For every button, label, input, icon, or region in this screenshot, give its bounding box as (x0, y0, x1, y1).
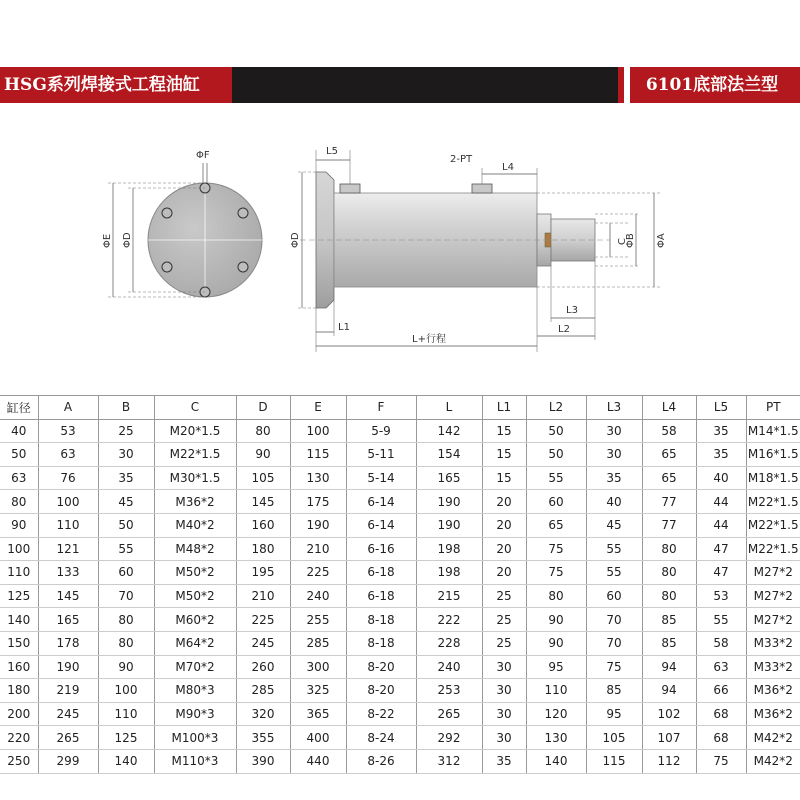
table-cell: 80 (98, 608, 154, 632)
table-cell: 63 (38, 443, 98, 467)
table-cell: 219 (38, 679, 98, 703)
table-cell: 75 (696, 749, 746, 773)
table-cell: 75 (526, 537, 586, 561)
front-view (102, 150, 262, 297)
table-cell: 80 (0, 490, 38, 514)
table-cell: 8-18 (346, 631, 416, 655)
table-cell: 390 (236, 749, 290, 773)
table-cell: M22*1.5 (154, 443, 236, 467)
table-row (0, 443, 800, 467)
table-row (0, 655, 800, 679)
table-row (0, 726, 800, 750)
table-cell: 35 (696, 419, 746, 443)
table-cell: 60 (526, 490, 586, 514)
table-cell: 95 (586, 702, 642, 726)
table-cell: 90 (236, 443, 290, 467)
column-header: PT (746, 396, 800, 420)
column-header: E (290, 396, 346, 420)
table-row (0, 608, 800, 632)
side-view (290, 146, 667, 352)
table-cell: 35 (586, 466, 642, 490)
table-cell: 60 (98, 561, 154, 585)
table-cell: 180 (0, 679, 38, 703)
table-row (0, 631, 800, 655)
table-cell: 85 (642, 608, 696, 632)
column-header: L5 (696, 396, 746, 420)
table-cell: 55 (586, 537, 642, 561)
table-cell: 30 (586, 443, 642, 467)
table-cell: 165 (38, 608, 98, 632)
table-cell: 250 (0, 749, 38, 773)
table-cell: 25 (482, 631, 526, 655)
table-cell: 365 (290, 702, 346, 726)
table-cell: 15 (482, 443, 526, 467)
column-header: A (38, 396, 98, 420)
label-l3: L3 (566, 305, 578, 316)
port-right (472, 184, 492, 193)
table-cell: 55 (98, 537, 154, 561)
table-cell: 154 (416, 443, 482, 467)
table-cell: 65 (642, 443, 696, 467)
table-cell: M50*2 (154, 584, 236, 608)
table-cell: 50 (98, 513, 154, 537)
table-cell: 76 (38, 466, 98, 490)
table-row (0, 537, 800, 561)
table-cell: 110 (38, 513, 98, 537)
port-left (340, 184, 360, 193)
table-cell: 6-14 (346, 490, 416, 514)
table-cell: 70 (586, 631, 642, 655)
table-cell: 25 (482, 608, 526, 632)
table-cell: M80*3 (154, 679, 236, 703)
table-cell: M70*2 (154, 655, 236, 679)
table-cell: 40 (696, 466, 746, 490)
table-cell: 150 (0, 631, 38, 655)
label-l2: L2 (558, 324, 570, 335)
label-l4: L4 (502, 162, 514, 173)
table-cell: 175 (290, 490, 346, 514)
table-cell: 90 (526, 631, 586, 655)
table-cell: 220 (0, 726, 38, 750)
column-header: L4 (642, 396, 696, 420)
table-cell: 20 (482, 537, 526, 561)
table-row (0, 702, 800, 726)
table-cell: 110 (526, 679, 586, 703)
table-cell: 100 (38, 490, 98, 514)
table-cell: 47 (696, 537, 746, 561)
table-cell: 100 (98, 679, 154, 703)
table-cell: 90 (526, 608, 586, 632)
table-cell: 35 (98, 466, 154, 490)
table-cell: 50 (526, 419, 586, 443)
table-cell: 70 (98, 584, 154, 608)
table-cell: 165 (416, 466, 482, 490)
table-cell: 130 (290, 466, 346, 490)
column-header: L3 (586, 396, 642, 420)
table-cell: M30*1.5 (154, 466, 236, 490)
table-cell: 320 (236, 702, 290, 726)
column-header: D (236, 396, 290, 420)
table-cell: 5-11 (346, 443, 416, 467)
table-cell: 55 (696, 608, 746, 632)
table-cell: 58 (642, 419, 696, 443)
table-cell: 66 (696, 679, 746, 703)
table-cell: 35 (482, 749, 526, 773)
table-cell: 20 (482, 490, 526, 514)
table-cell: M27*2 (746, 561, 800, 585)
table-cell: 130 (526, 726, 586, 750)
table-cell: 198 (416, 561, 482, 585)
table-cell: 195 (236, 561, 290, 585)
table-cell: M27*2 (746, 584, 800, 608)
header-banner (0, 67, 800, 103)
table-cell: 5-9 (346, 419, 416, 443)
table-cell: 65 (642, 466, 696, 490)
table-cell: 77 (642, 490, 696, 514)
table-cell: 55 (526, 466, 586, 490)
table-cell: M33*2 (746, 655, 800, 679)
table-cell: M36*2 (746, 702, 800, 726)
table-cell: 30 (482, 655, 526, 679)
table-cell: 145 (38, 584, 98, 608)
table-cell: 121 (38, 537, 98, 561)
table-cell: 45 (586, 513, 642, 537)
table-cell: 60 (586, 584, 642, 608)
banner-divider (232, 67, 624, 103)
table-cell: 8-22 (346, 702, 416, 726)
table-cell: 190 (38, 655, 98, 679)
table-cell: 240 (416, 655, 482, 679)
table-cell: 80 (526, 584, 586, 608)
table-cell: M100*3 (154, 726, 236, 750)
table-cell: 50 (526, 443, 586, 467)
label-l5: L5 (326, 146, 338, 157)
table-row (0, 466, 800, 490)
table-cell: 255 (290, 608, 346, 632)
table-cell: M64*2 (154, 631, 236, 655)
table-cell: 245 (38, 702, 98, 726)
table-cell: 6-18 (346, 561, 416, 585)
table-cell: 253 (416, 679, 482, 703)
table-cell: 44 (696, 490, 746, 514)
table-row (0, 749, 800, 773)
table-cell: 35 (696, 443, 746, 467)
label-phi-b: ΦB (625, 233, 636, 248)
table-cell: M14*1.5 (746, 419, 800, 443)
table-cell: 115 (290, 443, 346, 467)
table-cell: 285 (236, 679, 290, 703)
table-cell: 45 (98, 490, 154, 514)
table-cell: 102 (642, 702, 696, 726)
cylinder-drawing (0, 140, 800, 370)
table-cell: 140 (98, 749, 154, 773)
table-cell: 30 (482, 702, 526, 726)
table-cell: 265 (38, 726, 98, 750)
table-cell: 325 (290, 679, 346, 703)
table-cell: 190 (290, 513, 346, 537)
table-cell: 94 (642, 679, 696, 703)
table-cell: M33*2 (746, 631, 800, 655)
table-cell: 222 (416, 608, 482, 632)
series-title: HSG系列焊接式工程油缸 (0, 67, 232, 103)
table-cell: 68 (696, 702, 746, 726)
table-cell: 68 (696, 726, 746, 750)
table-cell: 40 (0, 419, 38, 443)
table-cell: 6-16 (346, 537, 416, 561)
table-cell: 400 (290, 726, 346, 750)
table-cell: 75 (526, 561, 586, 585)
table-cell: 30 (586, 419, 642, 443)
table-cell: M42*2 (746, 749, 800, 773)
table-cell: 190 (416, 513, 482, 537)
table-cell: 107 (642, 726, 696, 750)
table-cell: 240 (290, 584, 346, 608)
table-cell: 95 (526, 655, 586, 679)
table-cell: 8-26 (346, 749, 416, 773)
table-cell: M20*1.5 (154, 419, 236, 443)
table-cell: 120 (526, 702, 586, 726)
table-cell: 112 (642, 749, 696, 773)
table-cell: 105 (236, 466, 290, 490)
table-cell: 355 (236, 726, 290, 750)
table-cell: 245 (236, 631, 290, 655)
table-cell: M40*2 (154, 513, 236, 537)
table-cell: 105 (586, 726, 642, 750)
table-row (0, 561, 800, 585)
column-header: 缸径 (0, 396, 38, 420)
table-cell: M36*2 (746, 679, 800, 703)
table-cell: M48*2 (154, 537, 236, 561)
table-cell: 225 (290, 561, 346, 585)
table-cell: 30 (482, 726, 526, 750)
model-title-text: 6101底部法兰型 (645, 75, 779, 95)
table-cell: 8-20 (346, 655, 416, 679)
table-cell: 85 (642, 631, 696, 655)
table-cell: 15 (482, 466, 526, 490)
label-phi-a: ΦA (656, 233, 667, 248)
table-cell: M22*1.5 (746, 490, 800, 514)
table-cell: M42*2 (746, 726, 800, 750)
table-cell: 440 (290, 749, 346, 773)
table-cell: 15 (482, 419, 526, 443)
table-cell: M22*1.5 (746, 513, 800, 537)
table-cell: 210 (290, 537, 346, 561)
table-cell: 115 (586, 749, 642, 773)
label-l1: L1 (338, 322, 350, 333)
table-cell: 312 (416, 749, 482, 773)
table-cell: M27*2 (746, 608, 800, 632)
table-cell: 198 (416, 537, 482, 561)
table-header-row (0, 396, 800, 420)
table-cell: M90*3 (154, 702, 236, 726)
table-cell: 145 (236, 490, 290, 514)
table-row (0, 584, 800, 608)
table-cell: 210 (236, 584, 290, 608)
label-phi-d-side: ΦD (290, 232, 301, 248)
table-row (0, 513, 800, 537)
label-phi-f: ΦF (196, 150, 210, 161)
table-cell: M60*2 (154, 608, 236, 632)
table-cell: 94 (642, 655, 696, 679)
table-cell: 125 (0, 584, 38, 608)
table-cell: 63 (0, 466, 38, 490)
table-cell: 44 (696, 513, 746, 537)
table-cell: 70 (586, 608, 642, 632)
label-l-stroke: L+行程 (412, 334, 446, 345)
table-cell: 90 (0, 513, 38, 537)
table-cell: 200 (0, 702, 38, 726)
table-cell: 30 (482, 679, 526, 703)
table-cell: 90 (98, 655, 154, 679)
table-cell: 5-14 (346, 466, 416, 490)
table-cell: 110 (0, 561, 38, 585)
table-cell: 80 (642, 537, 696, 561)
table-cell: 260 (236, 655, 290, 679)
label-c: C (617, 238, 628, 245)
label-phi-d-front: ΦD (122, 232, 133, 248)
table-cell: 85 (586, 679, 642, 703)
table-cell: 25 (98, 419, 154, 443)
table-cell: 8-24 (346, 726, 416, 750)
table-cell: 63 (696, 655, 746, 679)
table-cell: 53 (38, 419, 98, 443)
table-cell: M50*2 (154, 561, 236, 585)
table-cell: 100 (0, 537, 38, 561)
table-cell: 142 (416, 419, 482, 443)
table-cell: 215 (416, 584, 482, 608)
table-cell: 140 (0, 608, 38, 632)
table-cell: 180 (236, 537, 290, 561)
model-title (624, 67, 800, 103)
table-cell: 265 (416, 702, 482, 726)
column-header: F (346, 396, 416, 420)
table-cell: 20 (482, 561, 526, 585)
table-cell: 160 (236, 513, 290, 537)
table-cell: M22*1.5 (746, 537, 800, 561)
table-cell: M16*1.5 (746, 443, 800, 467)
table-cell: 47 (696, 561, 746, 585)
table-cell: 8-18 (346, 608, 416, 632)
table-cell: 6-14 (346, 513, 416, 537)
table-cell: 100 (290, 419, 346, 443)
spec-table (0, 395, 800, 774)
column-header: L1 (482, 396, 526, 420)
table-row (0, 679, 800, 703)
table-cell: 133 (38, 561, 98, 585)
table-cell: 80 (98, 631, 154, 655)
table-cell: 77 (642, 513, 696, 537)
table-cell: 178 (38, 631, 98, 655)
table-cell: 125 (98, 726, 154, 750)
table-row (0, 419, 800, 443)
table-cell: 6-18 (346, 584, 416, 608)
table-cell: 228 (416, 631, 482, 655)
table-cell: 40 (586, 490, 642, 514)
table-cell: 80 (642, 561, 696, 585)
table-cell: 75 (586, 655, 642, 679)
table-cell: 190 (416, 490, 482, 514)
column-header: L2 (526, 396, 586, 420)
table-cell: 80 (236, 419, 290, 443)
table-cell: 299 (38, 749, 98, 773)
table-cell: M110*3 (154, 749, 236, 773)
label-2-pt: 2-PT (450, 154, 473, 165)
table-cell: 8-20 (346, 679, 416, 703)
label-phi-e: ΦE (102, 233, 113, 248)
table-cell: 225 (236, 608, 290, 632)
table-cell: 65 (526, 513, 586, 537)
table-cell: 80 (642, 584, 696, 608)
column-header: B (98, 396, 154, 420)
column-header: L (416, 396, 482, 420)
column-header: C (154, 396, 236, 420)
table-cell: 53 (696, 584, 746, 608)
table-cell: 25 (482, 584, 526, 608)
table-row (0, 490, 800, 514)
table-cell: 30 (98, 443, 154, 467)
table-cell: M18*1.5 (746, 466, 800, 490)
table-cell: 50 (0, 443, 38, 467)
table-cell: 55 (586, 561, 642, 585)
table-cell: 300 (290, 655, 346, 679)
table-cell: 58 (696, 631, 746, 655)
table-cell: 110 (98, 702, 154, 726)
table-cell: 285 (290, 631, 346, 655)
table-cell: 160 (0, 655, 38, 679)
table-cell: 20 (482, 513, 526, 537)
table-cell: M36*2 (154, 490, 236, 514)
table-cell: 140 (526, 749, 586, 773)
table-cell: 292 (416, 726, 482, 750)
